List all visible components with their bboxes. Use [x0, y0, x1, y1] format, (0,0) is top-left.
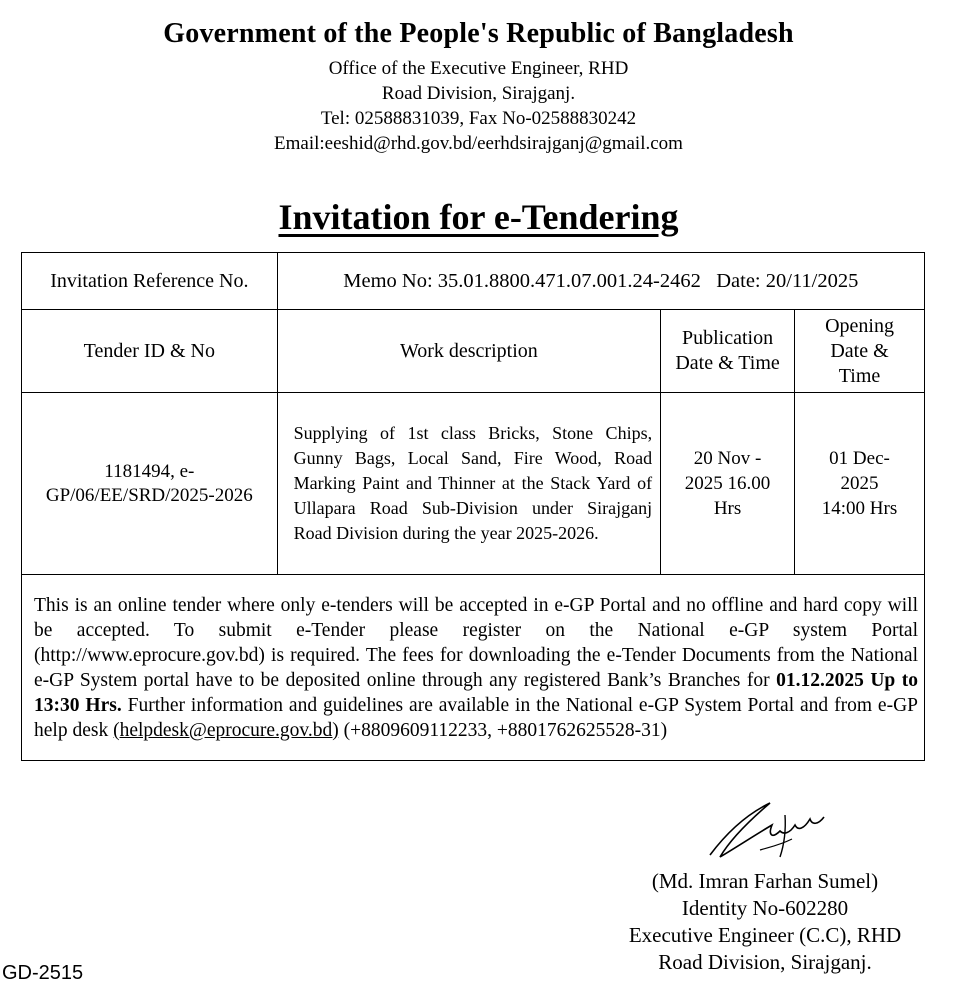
- tender-id-cell: 1181494, e-GP/06/EE/SRD/2025-2026: [22, 393, 278, 575]
- helpdesk-email: (helpdesk@eprocure.gov.bd): [113, 719, 339, 741]
- signatory-office: Road Division, Sirajganj.: [658, 950, 872, 974]
- notice-row: [22, 575, 925, 761]
- footer-code: GD-2515: [2, 962, 84, 984]
- office-name: Office of the Executive Engineer, RHD: [328, 58, 629, 79]
- deadline-text: 01.12.2025 Up to 13:30 Hrs.: [34, 669, 918, 716]
- memo-cell: Memo No: 35.01.8800.471.07.001.24-2462 Date: 20/11/2025: [277, 253, 924, 310]
- publication-cell: 20 Nov - 2025 16.00 Hrs: [661, 393, 795, 575]
- header-row: [22, 310, 925, 393]
- tender-table: [21, 252, 925, 761]
- helpdesk-phones: (+8809609112233, +8801762625528-31): [338, 719, 668, 741]
- government-heading: Government of the People's Republic of Bangladesh: [163, 18, 794, 49]
- header-work: Work description: [277, 310, 660, 393]
- signature-block: [600, 868, 930, 976]
- division-name: Road Division, Sirajganj.: [381, 83, 576, 104]
- office-address: [0, 56, 957, 156]
- reference-row: [22, 253, 925, 310]
- signatory-name: (Md. Imran Farhan Sumel): [651, 869, 879, 893]
- opening-cell: [795, 393, 925, 575]
- opening-time: 14:00 Hrs: [821, 498, 898, 519]
- tel-fax: Tel: 02588831039, Fax No-02588830242: [320, 108, 637, 129]
- title-text: Invitation for e-Tendering: [278, 197, 679, 237]
- signatory-designation: Executive Engineer (C.C), RHD: [628, 923, 902, 947]
- table-row: [22, 393, 925, 575]
- work-description-cell: Supplying of 1st class Bricks, Stone Chips, Gunny Bags, Local Sand, Fire Wood, Road Marking Paint and Thinner at the Stack Yard of Ullapara Road Sub-Division under Sirajganj Road Division during the year 2025-2026.: [277, 393, 660, 575]
- signatory-identity: Identity No-602280: [681, 896, 849, 920]
- header-tender-id: Tender ID & No: [22, 310, 278, 393]
- email-line: Email:eeshid@rhd.gov.bd/eerhdsirajganj@gmail.com: [274, 133, 683, 154]
- ref-label-cell: Invitation Reference No.: [22, 253, 278, 310]
- page-title: [0, 196, 957, 238]
- header-publication: Publication Date & Time: [661, 310, 795, 393]
- notice-cell: [22, 575, 925, 761]
- notice-text-2: Further information and guidelines are available in the National e-GP System Portal and from e-GP help desk: [34, 694, 918, 741]
- notice-text-1: This is an online tender where only e-tenders will be accepted in e-GP Portal and no offline and hard copy will be accepted. To submit e-Tender please register on the National e-GP system Portal (http://www.eprocure.gov.bd) is required. The fees for downloading the e-Tender Documents from the National e-GP System portal have to be deposited online through any registered Bank’s Branches for: [34, 594, 918, 691]
- opening-date: 01 Dec-2025: [829, 448, 890, 494]
- signature-icon: [700, 795, 840, 870]
- header-opening: Opening Date & Time: [795, 310, 925, 393]
